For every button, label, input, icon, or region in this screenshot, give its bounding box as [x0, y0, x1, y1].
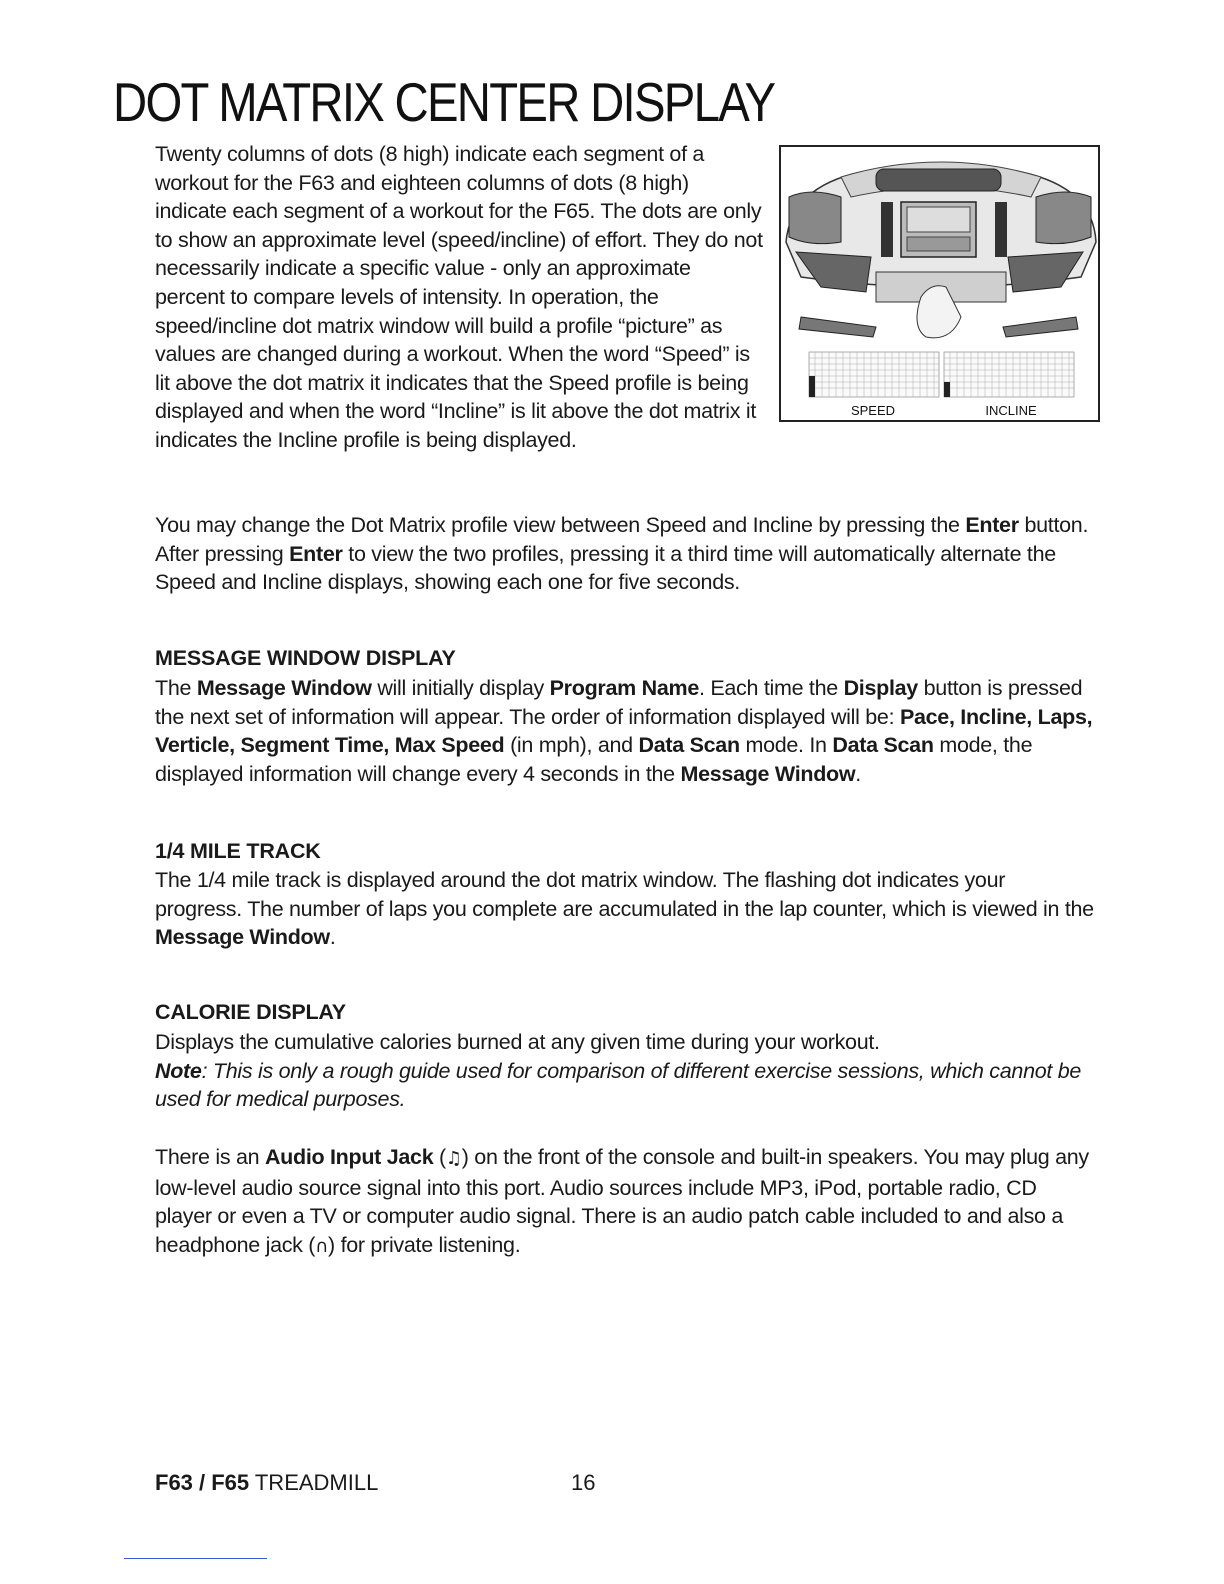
footer-model: F63 / F65 TREADMILL	[155, 1470, 379, 1495]
message-window-heading: MESSAGE WINDOW DISPLAY	[155, 646, 456, 670]
speed-label: SPEED	[850, 403, 896, 418]
console-illustration	[781, 147, 1098, 420]
music-note-icon: ♫	[445, 1148, 462, 1169]
page-number: 16	[571, 1470, 596, 1495]
headphone-icon: ∩	[315, 1235, 329, 1257]
calorie-heading: CALORIE DISPLAY	[155, 1000, 346, 1024]
note-label: Note	[155, 1058, 202, 1083]
calorie-paragraph: Displays the cumulative calories burned at any given time during your workout. Note: This is only a rough guide used for comparison of different exercise sessions, which cannot be used for medical purposes.	[155, 1030, 1082, 1112]
mile-track-heading: 1/4 MILE TRACK	[155, 839, 321, 863]
incline-label: INCLINE	[985, 403, 1037, 418]
page-title: DOT MATRIX CENTER DISPLAY	[113, 71, 775, 133]
intro-paragraph: Twenty columns of dots (8 high) indicate each segment of a workout for the F63 and eighteen columns of dots (8 high) indicate each segment of a workout for the F65. The dots are only to show an approximate level (speed/incline) of effort. They do not necessarily indicate a specific value - only an approximate percent to compare levels of intensity. In operation, the speed/incline dot matrix window will build a profile “picture” as values are changed during a workout. When the word “Speed” is lit above the dot matrix it indicates that the Speed profile is being displayed and when the word “Incline” is lit above the dot matrix it indicates the Incline profile is being displayed.	[155, 142, 763, 452]
enter-paragraph: You may change the Dot Matrix profile view between Speed and Incline by pressing the Enter button. After pressing Enter to view the two profiles, pressing it a third time will automatically alternate the Speed and Incline displays, showing each one for five seconds.	[155, 513, 1089, 595]
console-figure	[779, 145, 1100, 422]
message-window-paragraph: The Message Window will initially display Program Name. Each time the Display button is pressed the next set of information will appear. The order of information displayed will be: Pace, Incline, Laps, Verticle, Segment Time, Max Speed (in mph), and Data Scan mode. In Data Scan mode, the displayed information will change every 4 seconds in the Message Window.	[155, 676, 1093, 786]
audio-paragraph: There is an Audio Input Jack (♫) on the front of the console and built-in speakers. You may plug any low-level audio source signal into this port. Audio sources include MP3, iPod, portable radio, CD player or even a TV or computer audio signal. There is an audio patch cable included to and also a headphone jack (∩) for private listening.	[155, 1145, 1089, 1257]
footer-rule	[124, 1558, 267, 1559]
mile-track-paragraph: The 1/4 mile track is displayed around the dot matrix window. The flashing dot indicates your progress. The number of laps you complete are accumulated in the lap counter, which is viewed in the Message Window.	[155, 868, 1094, 950]
